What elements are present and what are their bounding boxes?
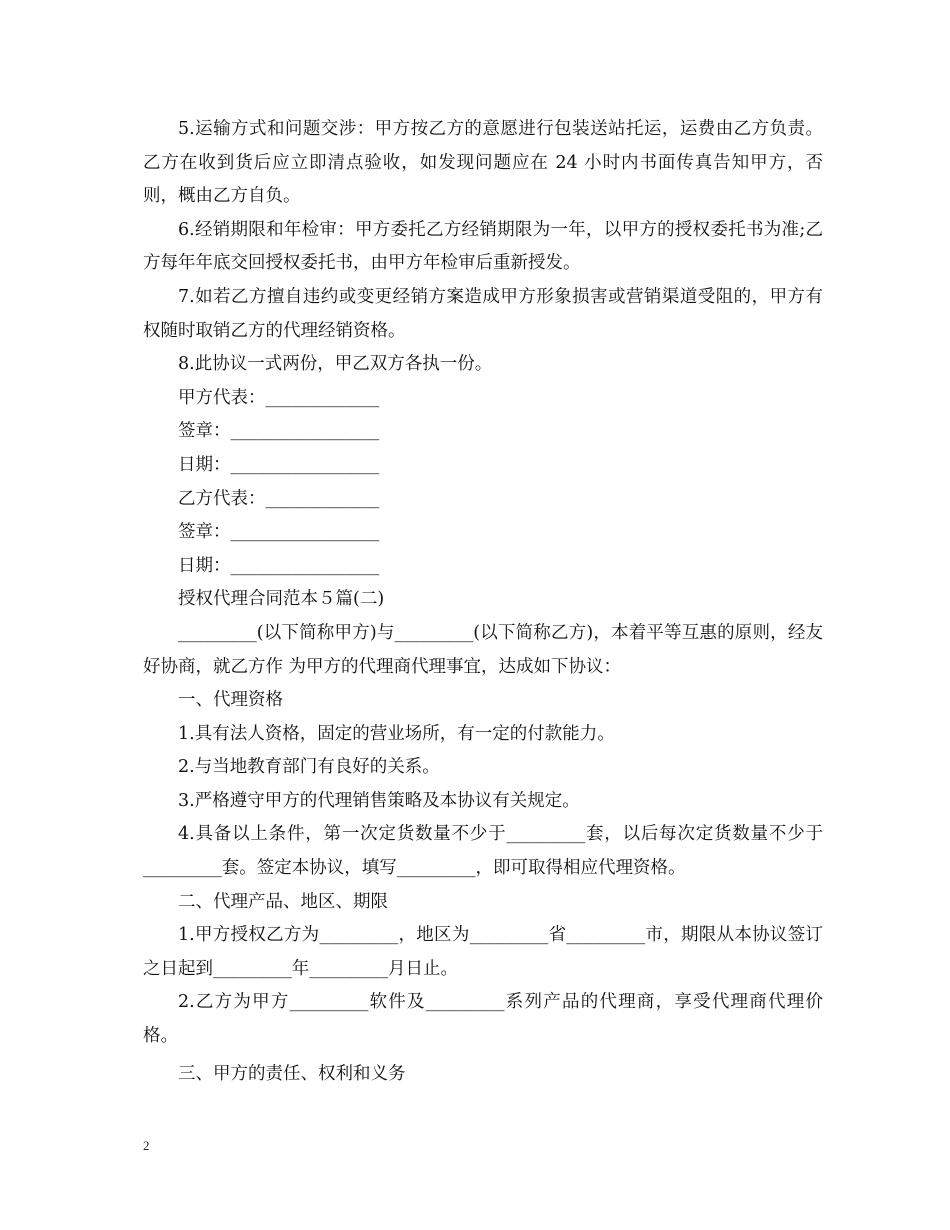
page-number: 2	[143, 1138, 150, 1153]
heading-products-region-term: 二、代理产品、地区、期限	[178, 891, 388, 912]
section-title: 授权代理合同范本５篇(二)	[178, 589, 385, 610]
party-a-representative-field: 甲方代表：_____________	[178, 387, 380, 408]
qualification-item-4: 4.具备以上条件，第一次定货数量不少于_________套，以后每次定货数量不少于_________套。签定本协议，填写_________，即可取得相应代理资格。	[143, 824, 823, 879]
agreement-intro: _________(以下简称甲方)与_________(以下简称乙方)，本着平等互惠的原则，经友好协商，就乙方作 为甲方的代理商代理事宜，达成如下协议：	[143, 622, 823, 677]
party-a-date-field: 日期：_________________	[178, 454, 380, 475]
party-b-representative-field: 乙方代表：_____________	[178, 488, 380, 509]
party-b-date-field: 日期：_________________	[178, 555, 380, 576]
paragraph-breach: 7.如若乙方擅自违约或变更经销方案造成甲方形象损害或营销渠道受阻的，甲方有权随时取销乙方的代理经销资格。	[143, 286, 823, 341]
products-item-2: 2.乙方为甲方_________软件及_________系列产品的代理商，享受代理商代理价格。	[143, 992, 823, 1047]
paragraph-transport: 5.运输方式和问题交涉：甲方按乙方的意愿进行包装送站托运，运费由乙方负责。乙方在收到货后应立即清点验收，如发现问题应在 24 小时内书面传真告知甲方，否则，概由乙方自负。	[143, 119, 823, 207]
products-item-1: 1.甲方授权乙方为_________，地区为_________省_________市，期限从本协议签订之日起到_________年_________月日止。	[143, 925, 823, 979]
party-a-seal-field: 签章：_________________	[178, 421, 380, 442]
heading-agent-qualification: 一、代理资格	[178, 690, 283, 711]
document-body	[143, 113, 823, 1091]
party-b-seal-field: 签章：_________________	[178, 522, 380, 543]
qualification-item-2: 2.与当地教育部门有良好的关系。	[178, 757, 440, 778]
paragraph-term: 6.经销期限和年检审：甲方委托乙方经销期限为一年，以甲方的授权委托书为准;乙方每年年底交回授权委托书，由甲方年检审后重新授发。	[143, 219, 823, 274]
qualification-item-1: 1.具有法人资格，固定的营业场所，有一定的付款能力。	[178, 723, 615, 744]
heading-party-a-duties: 三、甲方的责任、权利和义务	[178, 1063, 406, 1084]
qualification-item-3: 3.严格遵守甲方的代理销售策略及本协议有关规定。	[178, 790, 580, 811]
paragraph-copies: 8.此协议一式两份，甲乙双方各执一份。	[178, 354, 493, 375]
